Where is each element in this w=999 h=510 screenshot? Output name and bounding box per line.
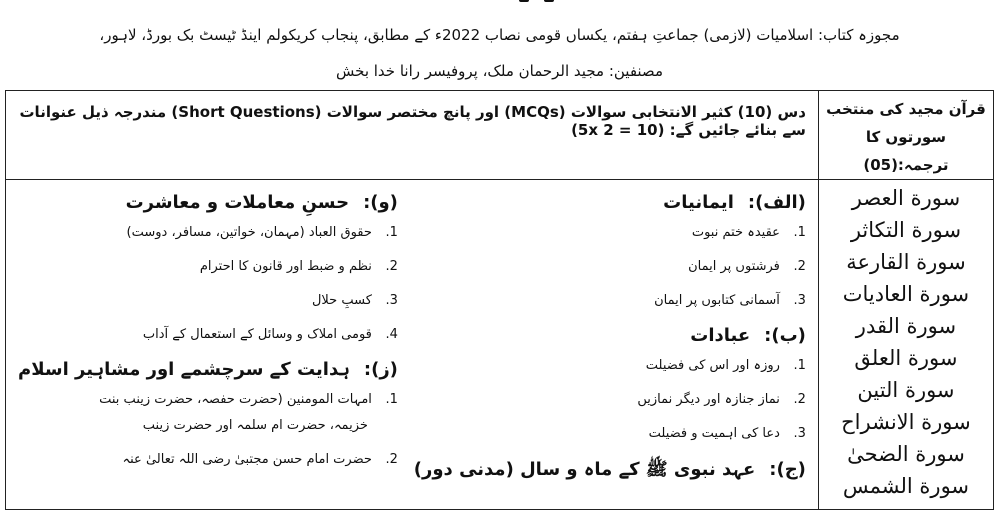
surah-item: سورة العاديات xyxy=(842,282,970,306)
surah-cell xyxy=(818,180,993,510)
section-heading-muamalat: (و):حسنِ معاملات و معاشرت xyxy=(125,192,398,213)
surah-list xyxy=(819,180,993,502)
book-info-line: مجوزہ کتاب: اسلامیات (لازمی) جماعتِ ہفتم، یکساں قومی نصاب 2022ء کے مطابق، پنجاب کریکولم اینڈ ٹیسٹ بک بورڈ، لاہور، xyxy=(99,26,900,44)
syllabus-table xyxy=(5,90,994,510)
section-heading-ibadat: (ب):عبادات xyxy=(690,325,806,346)
section-heading-seerah: (ج):عہد نبوی ﷺ کے ماہ و سال (مدنی دور) xyxy=(413,459,806,480)
topic-item-continuation: خزیمہ، حضرت ام سلمہ اور حضرت زینب xyxy=(142,418,368,433)
topic-item: 3.کسبِ حلال xyxy=(311,293,398,308)
surah-item: سورة التكاثر xyxy=(850,218,962,242)
topic-item: 2.حضرت امام حسن مجتبیٰ رضی اللہ تعالیٰ عنہ xyxy=(122,452,398,467)
topics-cell xyxy=(6,180,819,510)
quran-header-line1: قرآن مجید کی منتخب سورتوں کا xyxy=(826,100,986,146)
topic-item: 2.فرشتوں پر ایمان xyxy=(688,259,806,274)
section-heading-mashahir: (ز):ہدایت کے سرچشمے اور مشاہیر اسلام xyxy=(18,359,398,380)
topic-item: 1.عقیدہ ختم نبوت xyxy=(691,225,806,240)
quran-header-line2: ترجمہ:(05) xyxy=(863,156,949,174)
topics-column-a xyxy=(406,186,806,494)
surah-item: سورة الشمس xyxy=(842,474,970,498)
section-heading-iimaniyat: (الف):ایمانیات xyxy=(663,192,806,213)
topic-item: 1.روزہ اور اس کی فضیلت xyxy=(645,358,806,373)
surah-item: سورة العصر xyxy=(851,186,961,210)
surah-item: سورة القارعة xyxy=(846,250,966,274)
topic-item: 1.امہات المومنین (حضرت حفصہ، حضرت زینب بنت xyxy=(99,392,398,407)
topics-column-b xyxy=(13,186,398,484)
quran-translation-header xyxy=(818,91,993,180)
topic-item: 4.قومی املاک و وسائل کے استعمال کے آداب xyxy=(142,327,398,342)
surah-item: سورة التين xyxy=(857,378,955,402)
topic-item: 3.آسمانی کتابوں پر ایمان xyxy=(654,293,806,308)
cropped-title-fragment xyxy=(0,0,999,6)
surah-item: سورة الضحىٰ xyxy=(847,442,965,466)
surah-item: سورة الانشراح xyxy=(841,410,971,434)
surah-item: سورة العلق xyxy=(854,346,958,370)
topic-item: 3.دعا کی اہمیت و فضیلت xyxy=(648,426,806,441)
topic-item: 2.نظم و ضبط اور قانون کا احترام xyxy=(199,259,398,274)
questions-header: دس (10) کثیر الانتخابی سوالات (MCQs) اور پانچ مختصر سوالات (Short Questions) مندرجہ ذیل عنوانات سے بنائے جائیں گے: (5x 2 = 10) xyxy=(6,91,819,180)
topic-item: 1.حقوق العباد (مہمان، خواتین، مسافر، دوست) xyxy=(126,225,398,240)
topic-item: 2.نماز جنازہ اور دیگر نمازیں xyxy=(637,392,806,407)
authors-line: مصنفین: مجید الرحمان ملک، پروفیسر رانا خدا بخش xyxy=(336,62,663,80)
surah-item: سورة القدر xyxy=(855,314,957,338)
